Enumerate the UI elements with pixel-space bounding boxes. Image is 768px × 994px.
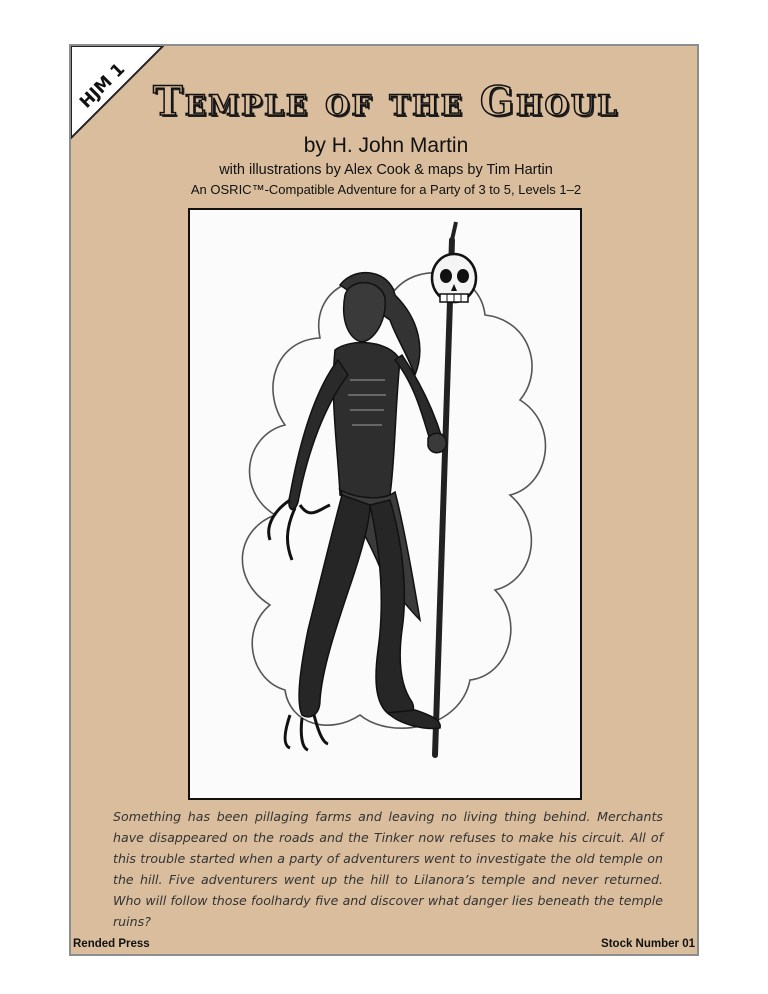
module-cover (69, 44, 699, 956)
stock-number: Stock Number 01 (601, 938, 695, 950)
adventure-blurb: Something has been pillaging farms and leaving no living thing behind. Merchants have disappeared on the roads and the Tinker now refuses to make his circuit. All of this trouble started when a party of adventurers went to investigate the old temple on the hill. Five adventurers went up the hill to Lilanora’s temple and never returned. Who will follow those foolhardy five and discover what danger lies beneath the temple ruins? (113, 809, 663, 929)
author-line: by H. John Martin (303, 134, 469, 157)
compatibility-tagline: An OSRIC™-Compatible Adventure for a Party of 3 to 5, Levels 1–2 (190, 182, 582, 197)
staff (435, 240, 452, 755)
cover-illustration (188, 208, 582, 800)
ghoul-figure (269, 273, 446, 750)
credits-line: with illustrations by Alex Cook & maps by Tim Hartin (219, 162, 553, 178)
publisher-name: Rended Press (73, 938, 150, 950)
ghoul-illustration (190, 210, 580, 798)
adventure-title: Temple of the Ghoul (153, 78, 619, 125)
module-code: HJM 1 (76, 59, 130, 113)
skull-icon (432, 254, 476, 302)
